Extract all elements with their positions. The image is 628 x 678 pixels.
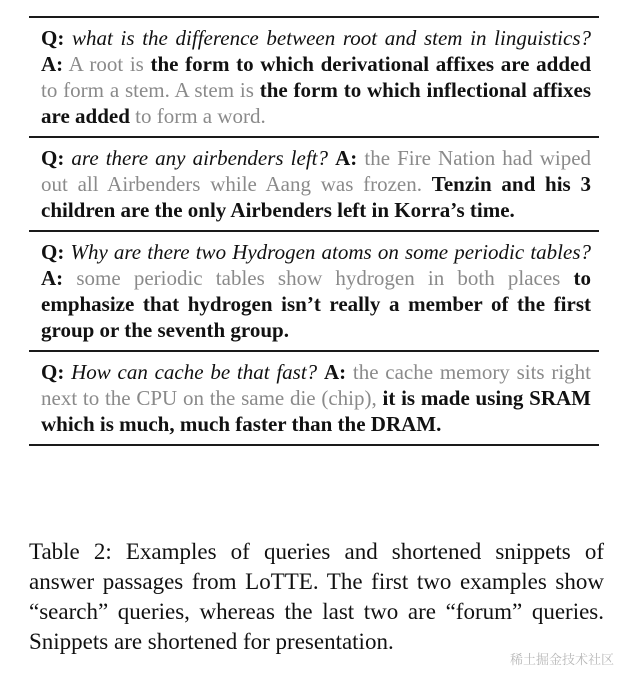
answer-plain: some periodic tables show hydrogen in both places [76,266,574,290]
answer-bold: Tenzin and his 3 children are the only Airbenders left in Korra’s time. [41,172,591,222]
qa-table [29,16,599,446]
table-row [29,138,599,230]
answer-plain: to form a stem. A stem is [41,78,260,102]
answer-bold: the form to which inflectional affixes are added [41,78,591,128]
a-label: A: [335,146,358,170]
question-text: Why are there two Hydrogen atoms on some periodic tables? [70,240,591,264]
q-label: Q: [41,240,65,264]
table-row [29,232,599,350]
a-label: A: [41,266,64,290]
table-row [29,352,599,444]
q-label: Q: [41,146,65,170]
answer-plain: A root is [68,52,151,76]
q-label: Q: [41,26,65,50]
answer-plain: the Fire Nation had wiped out all Airbenders while Aang was frozen. [41,146,592,196]
answer-bold: to emphasize that hydrogen isn’t really a member of the first group or the seventh group. [41,266,592,342]
question-text: what is the difference between root and stem in linguistics? [72,26,591,50]
a-label: A: [41,52,64,76]
answer-plain: the cache memory sits right next to the CPU on the same die (chip), [41,360,592,410]
table-bottom-rule [29,444,599,446]
a-label: A: [323,360,347,384]
question-text: are there any airbenders left? [71,146,329,170]
answer-bold: the form to which derivational affixes are added [150,52,592,76]
question-text: How can cache be that fast? [71,360,318,384]
answer-plain: to form a word. [129,104,266,128]
watermark: 稀土掘金技术社区 [509,653,614,668]
table-row [29,18,599,136]
q-label: Q: [41,360,65,384]
answer-bold: it is made using SRAM which is much, much faster than the DRAM. [41,386,591,436]
table-caption: Table 2: Examples of queries and shortened snippets of answer passages from LoTTE. The first two examples show “search” queries, whereas the last two are “forum” queries. Snippets are shortened for presentation. [29,539,604,654]
